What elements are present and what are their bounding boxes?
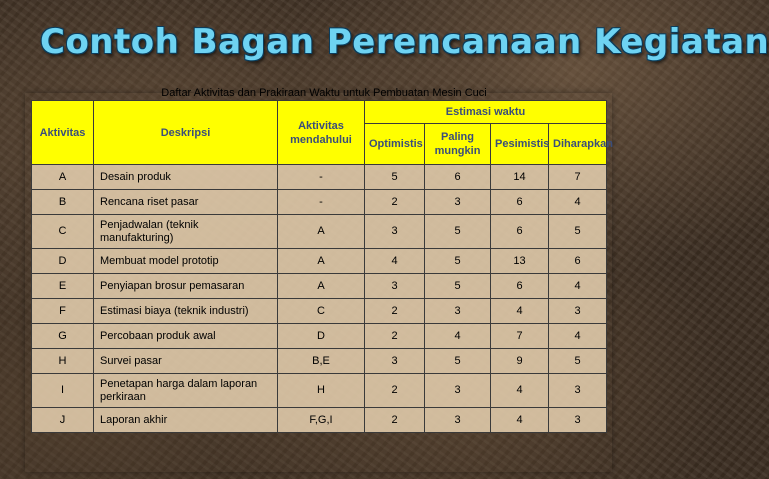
cell-optimistis: 3	[365, 349, 425, 374]
cell-deskripsi: Laporan akhir	[94, 408, 278, 433]
cell-diharapkan: 4	[549, 274, 607, 299]
table-row	[32, 299, 607, 324]
col-header-mendahului: Aktivitas mendahului	[278, 101, 365, 165]
cell-pesimistis: 4	[491, 374, 549, 408]
cell-deskripsi: Penjadwalan (teknik manufakturing)	[94, 215, 278, 249]
col-header-aktivitas: Aktivitas	[32, 101, 94, 165]
cell-pesimistis: 4	[491, 408, 549, 433]
cell-diharapkan: 6	[549, 249, 607, 274]
cell-pesimistis: 13	[491, 249, 549, 274]
cell-diharapkan: 4	[549, 324, 607, 349]
cell-pesimistis: 4	[491, 299, 549, 324]
cell-paling-mungkin: 6	[425, 165, 491, 190]
table-row	[32, 374, 607, 408]
cell-mendahului: A	[278, 249, 365, 274]
cell-deskripsi: Membuat model prototip	[94, 249, 278, 274]
table-row	[32, 215, 607, 249]
cell-optimistis: 2	[365, 374, 425, 408]
table-row	[32, 349, 607, 374]
table-row	[32, 249, 607, 274]
cell-mendahului: C	[278, 299, 365, 324]
cell-mendahului: A	[278, 274, 365, 299]
table-row	[32, 274, 607, 299]
cell-aktivitas: E	[32, 274, 94, 299]
cell-diharapkan: 3	[549, 408, 607, 433]
cell-mendahului: -	[278, 190, 365, 215]
cell-pesimistis: 6	[491, 274, 549, 299]
cell-optimistis: 2	[365, 190, 425, 215]
cell-paling-mungkin: 3	[425, 374, 491, 408]
cell-aktivitas: D	[32, 249, 94, 274]
cell-diharapkan: 5	[549, 349, 607, 374]
table-row	[32, 165, 607, 190]
table-row	[32, 408, 607, 433]
cell-deskripsi: Desain produk	[94, 165, 278, 190]
cell-paling-mungkin: 3	[425, 190, 491, 215]
cell-pesimistis: 14	[491, 165, 549, 190]
cell-mendahului: B,E	[278, 349, 365, 374]
cell-pesimistis: 6	[491, 215, 549, 249]
cell-diharapkan: 7	[549, 165, 607, 190]
col-header-optimistis: Optimistis	[365, 124, 425, 165]
cell-mendahului: H	[278, 374, 365, 408]
activity-table	[31, 100, 613, 433]
col-header-paling-mungkin: Paling mungkin	[425, 124, 491, 165]
cell-aktivitas: C	[32, 215, 94, 249]
cell-optimistis: 2	[365, 324, 425, 349]
col-header-diharapkan: Diharapkan	[549, 124, 607, 165]
slide-title: Contoh Bagan Perencanaan Kegiatan	[40, 22, 769, 62]
cell-mendahului: A	[278, 215, 365, 249]
cell-paling-mungkin: 3	[425, 408, 491, 433]
cell-mendahului: -	[278, 165, 365, 190]
cell-aktivitas: G	[32, 324, 94, 349]
cell-optimistis: 2	[365, 299, 425, 324]
cell-paling-mungkin: 5	[425, 249, 491, 274]
cell-aktivitas: H	[32, 349, 94, 374]
cell-deskripsi: Penetapan harga dalam laporan perkiraan	[94, 374, 278, 408]
table-row	[32, 324, 607, 349]
table-caption: Daftar Aktivitas dan Prakiraan Waktu untuk Pembuatan Mesin Cuci	[161, 87, 487, 99]
cell-aktivitas: F	[32, 299, 94, 324]
col-header-deskripsi: Deskripsi	[94, 101, 278, 165]
cell-diharapkan: 4	[549, 190, 607, 215]
cell-deskripsi: Penyiapan brosur pemasaran	[94, 274, 278, 299]
cell-aktivitas: J	[32, 408, 94, 433]
cell-paling-mungkin: 3	[425, 299, 491, 324]
cell-aktivitas: I	[32, 374, 94, 408]
cell-deskripsi: Rencana riset pasar	[94, 190, 278, 215]
cell-optimistis: 3	[365, 274, 425, 299]
cell-pesimistis: 6	[491, 190, 549, 215]
cell-mendahului: D	[278, 324, 365, 349]
cell-optimistis: 3	[365, 215, 425, 249]
cell-optimistis: 2	[365, 408, 425, 433]
cell-mendahului: F,G,I	[278, 408, 365, 433]
cell-diharapkan: 3	[549, 374, 607, 408]
table-row	[32, 190, 607, 215]
cell-optimistis: 4	[365, 249, 425, 274]
cell-optimistis: 5	[365, 165, 425, 190]
cell-aktivitas: B	[32, 190, 94, 215]
cell-paling-mungkin: 5	[425, 274, 491, 299]
cell-deskripsi: Survei pasar	[94, 349, 278, 374]
cell-diharapkan: 3	[549, 299, 607, 324]
cell-paling-mungkin: 5	[425, 215, 491, 249]
cell-aktivitas: A	[32, 165, 94, 190]
cell-deskripsi: Percobaan produk awal	[94, 324, 278, 349]
col-header-estimasi: Estimasi waktu	[365, 101, 607, 124]
col-header-pesimistis: Pesimistis	[491, 124, 549, 165]
cell-pesimistis: 9	[491, 349, 549, 374]
cell-deskripsi: Estimasi biaya (teknik industri)	[94, 299, 278, 324]
cell-diharapkan: 5	[549, 215, 607, 249]
cell-pesimistis: 7	[491, 324, 549, 349]
cell-paling-mungkin: 5	[425, 349, 491, 374]
cell-paling-mungkin: 4	[425, 324, 491, 349]
